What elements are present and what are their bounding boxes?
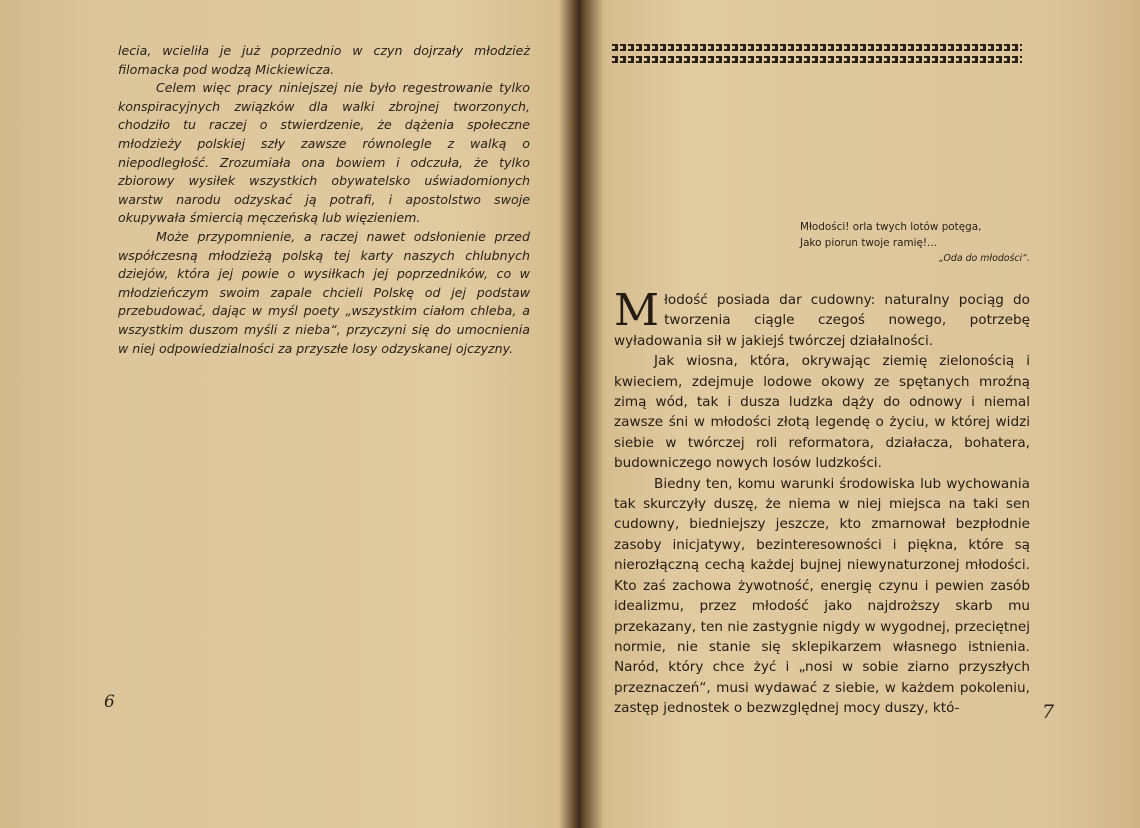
epigraph-line: Młodości! orla twych lotów potęga,: [800, 221, 982, 233]
right-paragraph: Jak wiosna, która, okrywając ziemię zielonością i kwieciem, zdejmuje lodowe okowy ze spętanych mroźną zimą wód, tak i dusza ludzka dąży do odnowy i niemal zawsze śni w młodości złotą legendę o życiu, w której widzi siebie w twórczej roli reformatora, działacza, bohatera, budowniczego nowych losów ludzkości.: [614, 353, 1030, 472]
opening-paragraph-text: łodość posiada dar cudowny: naturalny pociąg do tworzenia ciągle czegoś nowego, potrzebę wyładowania sił w jakiejś twórczej działalności.: [614, 292, 1030, 349]
epigraph-source: „Oda do młodości“.: [939, 253, 1030, 265]
right-page-text: [614, 285, 1030, 719]
page-number-right: 7: [1042, 701, 1055, 723]
right-paragraph: Biedny ten, komu warunki środowiska lub wychowania tak skurczyły duszę, że niema w niej miejsca na taki sen cudowny, biedniejszy jeszcze, kto zmarnował bezpłodnie zasoby inicjatywy, bezinteresowności i piękna, które są nierozłączną cechą każdej bujnej niewynaturzonej młodości. Kto zaś zachowa żywotność, energię czynu i pewien zasób idealizmu, przez młodość jako najdroższy skarb mu przekazany, ten nie zastygnie nigdy w wygodnej, przeciętnej normie, nie stanie się sklepikarzem własnego istnienia. Naród, który chce żyć i „nosi w sobie ziarno przyszłych przeznaczeń“, musi wydawać z siebie, w każdem pokoleniu, zastęp jednostek o bezwzględnej mocy duszy, któ-: [614, 475, 1030, 717]
left-paragraph: Może przypomnienie, a raczej nawet odsłonienie przed współczesną młodzieżą polską tej karty naszych chlubnych dziejów, która jej powie o wysiłkach jej poprzedników, co w młodzieńczym swoim zapale chcieli Polskę od jej podstaw przebudować, dając w myśl poety „wszystkim ciałom chleba, a wszystkim duszom myśli z nieba“, przyczyni się do umocnienia w niej odpowiedzialności za przyszłe losy odzyskanej ojczyzny.: [118, 228, 530, 356]
left-paragraph: lecia, wcieliła je już poprzednio w czyn dojrzały młodzież filomacka pod wodzą Mickiewicza.: [118, 43, 530, 77]
page-number-left: 6: [104, 692, 115, 712]
drop-cap: M: [614, 285, 660, 336]
opening-paragraph: [614, 285, 1030, 351]
decorative-header-ornament: [612, 44, 1022, 68]
epigraph: [800, 220, 1030, 267]
left-paragraph: Celem więc pracy niniejszej nie było regestrowanie tylko konspiracyjnych związków dla walki zbrojnej tworzonych, chodziło tu raczej o stwierdzenie, że dążenia społeczne młodzieży polskiej szły zawsze równolegle z walką o niepodległość. Zrozumiała ona bowiem i odczuła, że tylko zbiorowy wysiłek wszystkich obywatelsko uświadomionych warstw narodu odzyskać ją potrafi, i apostolstwo swoje okupywała śmiercią męczeńską lub więzieniem.: [118, 80, 530, 226]
epigraph-line: Jako piorun twoje ramię!...: [800, 236, 937, 249]
left-page-text: [118, 42, 530, 358]
